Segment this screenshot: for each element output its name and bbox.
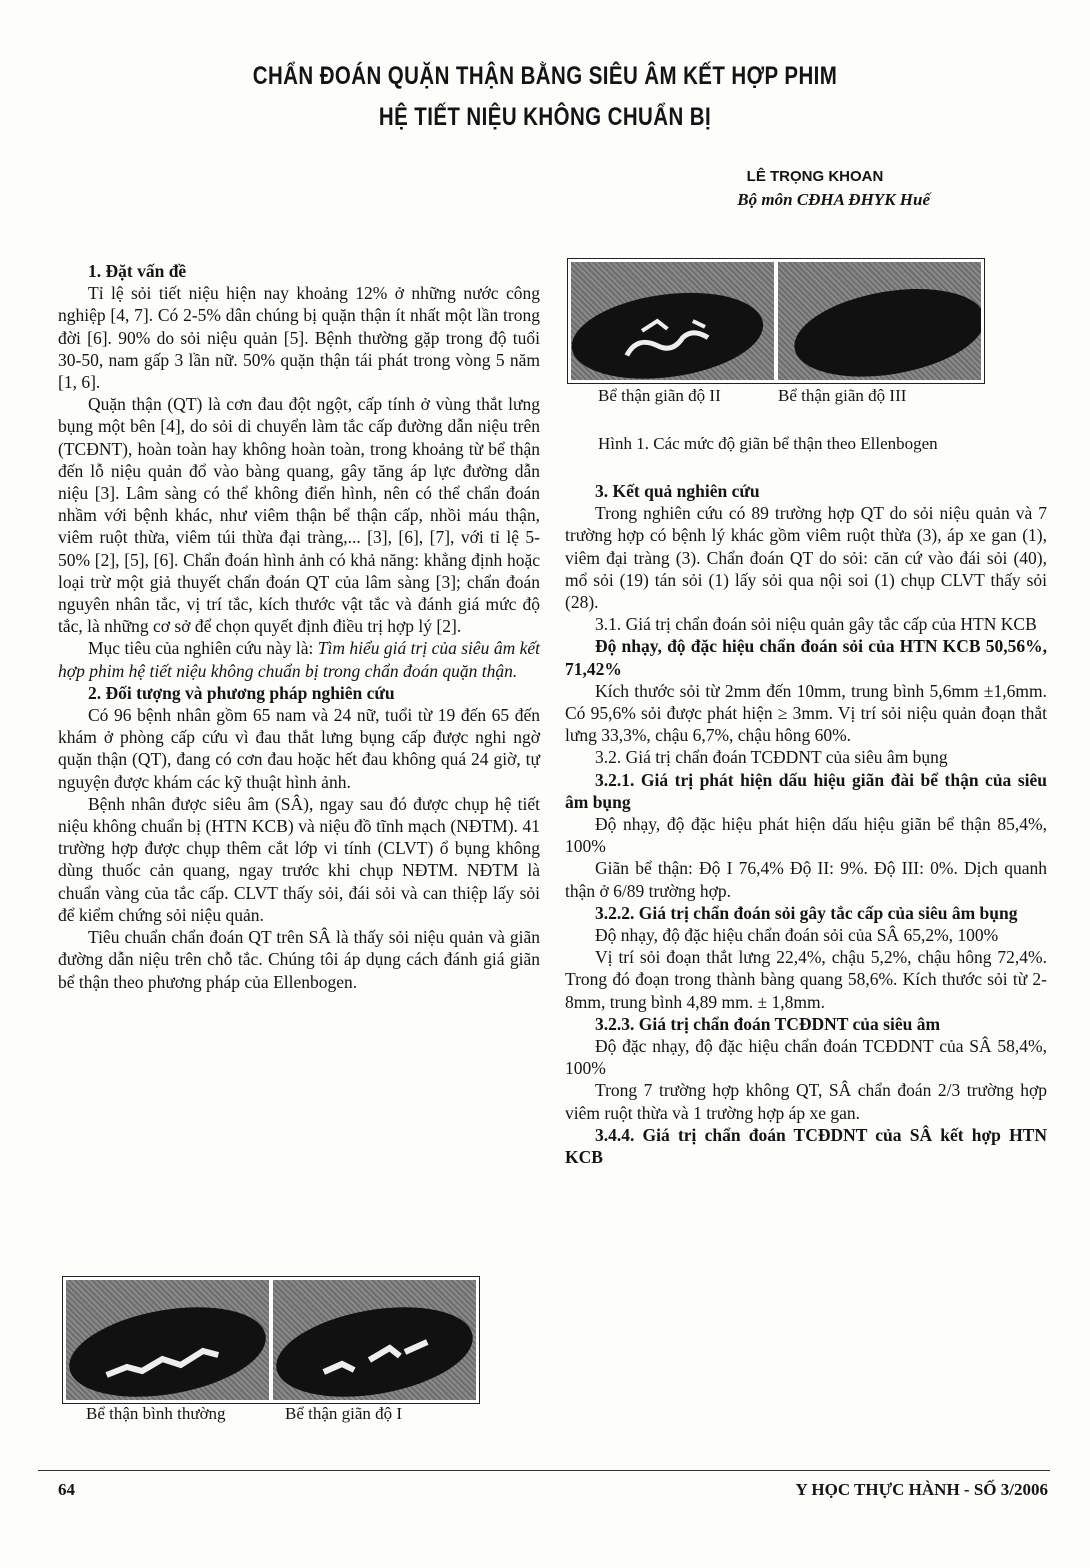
author-affiliation: Bộ môn CĐHA ĐHYK Huế [737,190,930,209]
objective-text: Tìm hiểu giá trị của siêu âm kết hợp phim hệ tiết niệu không chuẩn bị trong chẩn đoán quặn thận. [58,638,540,681]
figure-1-top-images [567,258,985,384]
figure-caption-grade-1: Bể thận giãn độ I [285,1404,403,1423]
footer-rule [38,1470,1050,1471]
section-1-heading: 1. Đặt vấn đề [88,261,187,281]
paragraph: Quặn thận (QT) là cơn đau đột ngột, cấp tính ở vùng thắt lưng bụng một bên [4], do sỏi di chuyển làm tắc cấp đường dẫn niệu trên (TCĐNT), hoàn toàn hay không hoàn toàn, trong khoảng từ bể thận đến lỗ niệu quản đổ vào bàng quang, gây tăng áp lực đường dẫn niệu [3]. Lâm sàng có thể không điển hình, nên có thể chẩn đoán nhầm với bệnh khác, như viêm thận bể thận cấp, nhồi máu thận, viêm ruột thừa, viêm túi thừa đại tràng,... [3], [6], [7], với tỉ lệ 5-50% [2], [5], [6]. Chẩn đoán hình ảnh có khả năng: khẳng định hoặc loại trừ một giả thuyết chẩn đoán QT của lâm sàng [3]; chẩn đoán nguyên nhân tắc, vị trí tắc, kích thước vật tắc và đánh giá mức độ tắc, là những cơ sở để chọn quyết định điều trị hợp lý [2]. [58,394,540,637]
paragraph: Có 96 bệnh nhân gồm 65 nam và 24 nữ, tuổi từ 19 đến 65 đến khám ở phòng cấp cứu vì đau thắt lưng bụng cấp được nghi ngờ quặn thận (QT), đang có cơn đau hoặc hết đau không quá 24 giờ, tự nguyện được khám các kỹ thuật hình ảnh. [58,705,540,792]
figure-caption-normal: Bể thận bình thường [86,1404,226,1423]
paragraph: Tỉ lệ sỏi tiết niệu hiện nay khoảng 12% ở những nước công nghiệp [4, 7]. Có 2-5% dân chúng bị quặn thận ít nhất một lần trong đời [6]. 90% do sỏi niệu quản [5]. Bệnh thường gặp trong độ tuổi 30-50, nam gấp 3 lần nữ. 50% quặn thận tái phát trong vòng 5 năm [1, 6]. [58,283,540,393]
ultrasound-image-grade-1 [273,1280,476,1400]
paragraph: Trong nghiên cứu có 89 trường hợp QT do sỏi niệu quản và 7 trường hợp có bệnh lý khác gồm viêm ruột thừa (3), áp xe gan (1), viêm đại tràng (3). Chẩn đoán QT do sỏi: căn cứ vào đái sỏi (40), mổ sỏi (19) tán sỏi (1) lấy sỏi qua nội soi (1) chụp CLVT thấy sỏi (28). [565,503,1047,613]
paragraph: Trong 7 trường hợp không QT, SÂ chẩn đoán 2/3 trường hợp viêm ruột thừa và 1 trường hợp áp xe gan. [565,1080,1047,1123]
objective-lead: Mục tiêu của nghiên cứu này là: [88,638,318,659]
figure-1-caption: Hình 1. Các mức độ giãn bể thận theo Ellenbogen [598,434,938,453]
figure-1-bottom-images [62,1276,480,1404]
paper-title-line-2: HỆ TIẾT NIỆU KHÔNG CHUẨN BỊ [378,103,712,131]
paragraph: Kích thước sỏi từ 2mm đến 10mm, trung bình 5,6mm ±1,6mm. Có 95,6% sỏi được phát hiện ≥ 3mm. Vị trí sỏi niệu quản đoạn thắt lưng 33,3%, chậu 6,7%, chậu hông 60%. [565,680,1047,746]
left-column [58,260,540,993]
ultrasound-image-grade-2 [571,262,774,380]
paragraph: Độ đặc nhạy, độ đặc hiệu chẩn đoán TCĐDNT của SÂ 58,4%, 100% [565,1036,1047,1079]
paragraph: Vị trí sỏi đoạn thắt lưng 22,4%, chậu 5,2%, chậu hông 72,4%. Trong đó đoạn trong thành bàng quang 58,6%. Kích thước sỏi từ 2-8mm, trung bình 4,89 mm. ± 1,8mm. [565,947,1047,1012]
ultrasound-image-normal [66,1280,269,1400]
subheading: 3.2.2. Giá trị chẩn đoán sỏi gây tắc cấp của siêu âm bụng [595,902,1018,923]
subheading: 3.2.1. Giá trị phát hiện dấu hiệu giãn đài bể thận của siêu âm bụng [565,769,1047,812]
subheading: 3.2.3. Giá trị chẩn đoán TCĐDNT của siêu âm [595,1013,941,1034]
paper-title-line-1: CHẨN ĐOÁN QUẶN THẬN BẰNG SIÊU ÂM KẾT HỢP PHIM [252,62,838,90]
section-3-heading: 3. Kết quả nghiên cứu [595,481,760,501]
paragraph: Tiêu chuẩn chẩn đoán QT trên SÂ là thấy sỏi niệu quản và giãn đường dẫn niệu trên chỗ tắc. Chúng tôi áp dụng cách đánh giá giãn bể thận theo phương pháp của Ellenbogen. [58,927,540,992]
paragraph: Bệnh nhân được siêu âm (SÂ), ngay sau đó được chụp hệ tiết niệu không chuẩn bị (HTN KCB) và niệu đồ tĩnh mạch (NĐTM). 41 trường hợp được chụp thêm cắt lớp vi tính (CLVT) ổ bụng không dùng thuốc cản quang, ngay trước khi chụp NĐTM. NĐTM là chuẩn vàng của tắc cấp. CLVT thấy sỏi, đái sỏi và can thiệp lấy sỏi để kiểm chứng sỏi niệu quản. [58,793,540,925]
author-name: LÊ TRỌNG KHOAN [746,168,884,185]
paragraph: 3.2. Giá trị chẩn đoán TCĐDNT của siêu âm bụng [595,747,948,768]
section-2-heading: 2. Đối tượng và phương pháp nghiên cứu [88,682,395,703]
paragraph: Độ nhạy, độ đặc hiệu phát hiện dấu hiệu giãn bể thận 85,4%, 100% [565,814,1047,857]
journal-issue: Y HỌC THỰC HÀNH - SỐ 3/2006 [795,1480,1048,1499]
subheading: Độ nhạy, độ đặc hiệu chẩn đoán sỏi của HTN KCB 50,56%, 71,42% [565,636,1047,679]
figure-caption-grade-2: Bể thận giãn độ II [598,386,721,405]
page-number: 64 [58,1480,75,1499]
ultrasound-image-grade-3 [778,262,981,380]
subheading: 3.4.4. Giá trị chẩn đoán TCĐDNT của SÂ kết hợp HTN KCB [565,1124,1047,1168]
paragraph: Giãn bể thận: Độ I 76,4% Độ II: 9%. Độ III: 0%. Dịch quanh thận ở 6/89 trường hợp. [565,858,1047,901]
objective-paragraph [58,637,540,681]
paragraph: 3.1. Giá trị chẩn đoán sỏi niệu quản gây tắc cấp của HTN KCB [595,614,1037,635]
figure-caption-grade-3: Bể thận giãn độ III [778,386,907,405]
right-column [565,480,1047,1168]
paragraph: Độ nhạy, độ đặc hiệu chẩn đoán sỏi của SÂ 65,2%, 100% [595,925,999,946]
